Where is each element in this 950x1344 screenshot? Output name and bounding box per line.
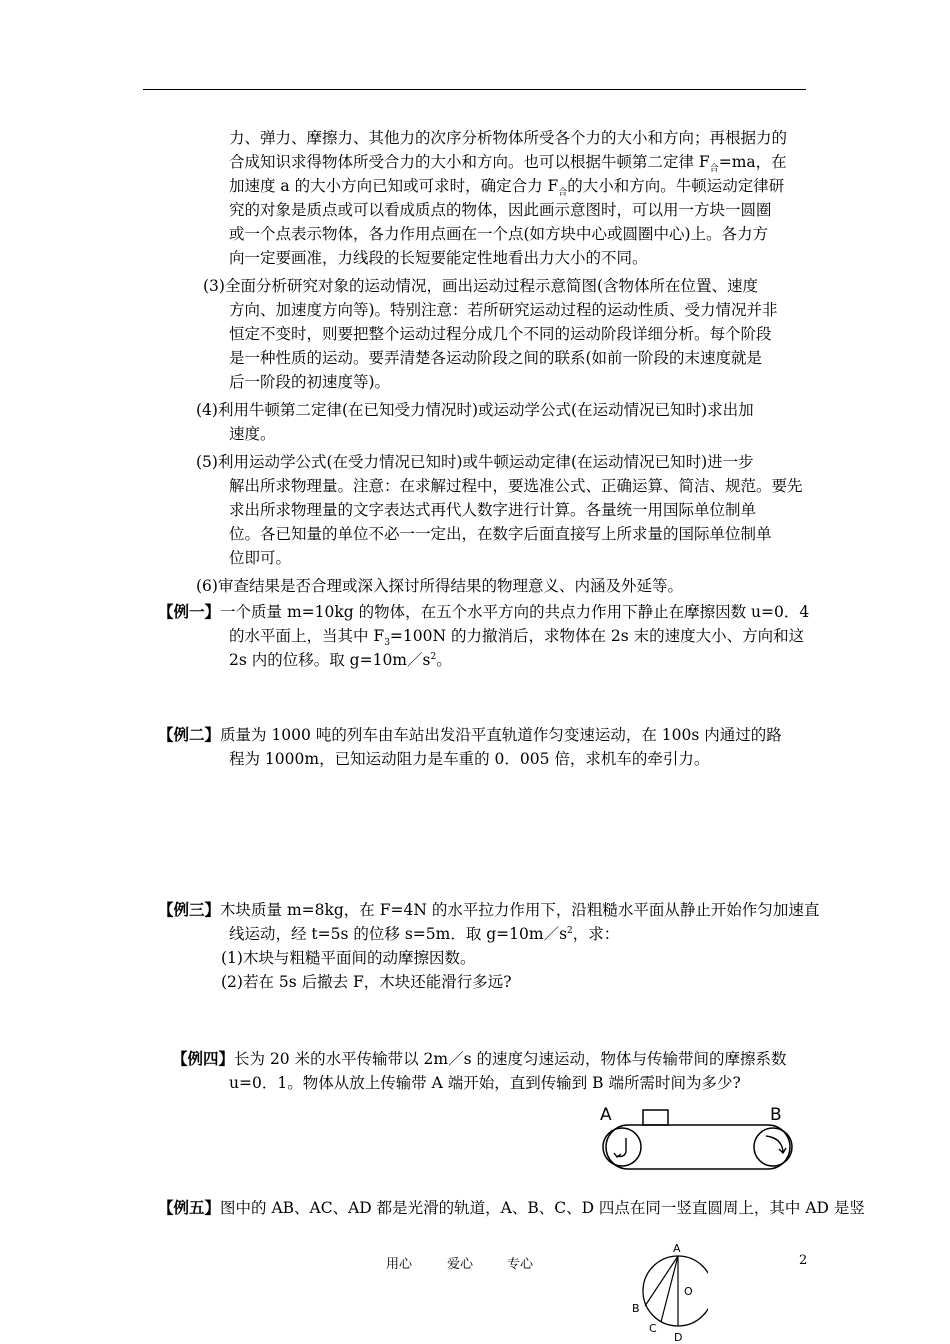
example3-tag: 【例三】 [158,900,221,919]
step3-line2: 方向、加速度方向等)。特别注意：若所研究运动过程的运动性质、受力情况并非 [229,301,778,319]
step2-line1: 力、弹力、摩擦力、其他力的次序分析物体所受各个力的大小和方向；再根据力的 [229,129,788,147]
right-pulley [754,1128,792,1166]
step3-line4: 是一种性质的运动。要弄清楚各运动阶段之间的联系(如前一阶段的末速度就是 [229,349,763,367]
step4-line2: 速度。 [229,425,276,443]
example3-line1: 【例三】木块质量 m=8kg，在 F=4N 的水平拉力作用下，沿粗糙水平面从静止开始作匀加速直 [158,900,820,919]
label-b: B [770,1105,782,1125]
example2-tag: 【例二】 [158,725,221,744]
footer-motto-3: 专心 [507,1257,534,1272]
step2-line4: 究的对象是质点或可以看成质点的物体，因此画示意图时，可以用一方块一圆圈 [229,201,772,219]
example4-tag: 【例四】 [172,1049,235,1068]
point-a-label: A [673,1242,681,1255]
left-pulley [603,1128,641,1166]
step4-line1: (4)利用牛顿第二定律(在已知受力情况时)或运动学公式(在运动情况已知时)求出加 [196,401,754,419]
example4-line2: u=0．1。物体从放上传输带 A 端开始，直到传输到 B 端所需时间为多少? [229,1074,741,1092]
step5-line2: 解出所求物理量。注意：在求解过程中，要选准公式、正确运算、简洁、规范。要先 [229,477,803,495]
header-rule [143,89,806,90]
conveyor-belt-diagram [590,1100,805,1180]
example2-line2: 程为 1000m，已知运动阻力是车重的 0．005 倍，求机车的牵引力。 [229,750,710,768]
footer-motto-2: 爱心 [447,1257,474,1272]
point-d-label: D [674,1331,683,1344]
step5-line3: 求出所求物理量的文字表达式再代人数字进行计算。各量统一用国际单位制单 [229,501,757,519]
step2-line2: 合成知识求得物体所受合力的大小和方向。也可以根据牛顿第二定律 $F_合=ma$，在 [229,153,787,175]
step3-line3: 恒定不变时，则要把整个运动过程分成几个不同的运动阶段详细分析。每个阶段 [229,325,772,343]
right-rotation-arrow-icon [766,1136,786,1153]
block-on-belt [643,1110,668,1125]
example2-line1: 【例二】质量为 1000 吨的列车由车站出发沿平直轨道作匀变速运动，在 100s 内通过的路 [158,725,782,744]
circle-tracks-diagram [628,1238,708,1344]
track-ac [661,1256,678,1322]
step3-line5: 后一阶段的初速度等)。 [229,373,391,391]
footer-motto-1: 用心 [386,1257,413,1272]
step5-line4: 位。各已知量的单位不必一一定出，在数字后面直接写上所求量的国际单位制单 [229,525,772,543]
step2-line3: 加速度 a 的大小方向已知或可求时，确定合力 $F_合$的大小和方向。牛顿运动定律研 [229,177,785,199]
belt-left-end [606,1125,628,1169]
page-number: 2 [799,1253,808,1268]
example1-tag: 【例一】 [158,602,221,621]
left-rotation-arrow-icon [614,1138,626,1157]
example1-line3: 2s 内的位移。取 $g=10m/s^2$。 [229,651,452,669]
example5-line1: 【例五】图中的 AB、AC、AD 都是光滑的轨道，A、B、C、D 四点在同一竖直圆周上，其中 AD 是竖 [158,1198,865,1217]
step2-line5: 或一个点表示物体，各力作用点画在一个点(如方块中心或圆圈中心)上。各力方 [229,225,769,243]
example1-line2: 的水平面上，当其中 $F_3=100N$ 的力撤消后，求物体在 2s 末的速度大小、方向和这 [229,627,805,649]
example3-question2: (2)若在 5s 后撤去 F，木块还能滑行多远? [221,973,512,991]
label-a: A [600,1105,612,1125]
point-b-label: B [632,1302,640,1315]
step3-line1: (3)全面分析研究对象的运动情况，画出运动过程示意简图(含物体所在位置、速度 [203,277,759,295]
example4-line1: 【例四】长为 20 米的水平传输带以 2m／s 的速度匀速运动，物体与传输带间的摩擦系数 [172,1049,787,1068]
track-ab [645,1256,678,1306]
example1-line1: 【例一】一个质量 m=10kg 的物体，在五个水平方向的共点力作用下静止在摩擦因数 u=0．4 [158,602,810,621]
example5-tag: 【例五】 [158,1198,221,1217]
point-c-label: C [649,1322,657,1335]
example3-question1: (1)木块与粗糙平面间的动摩擦因数。 [221,949,476,967]
step6-line1: (6)审查结果是否合理或深入探讨所得结果的物理意义、内涵及外延等。 [196,577,683,595]
step2-line6: 向一定要画准，力线段的长短要能定性地看出力大小的不同。 [229,249,648,267]
center-o-label: O [684,1285,693,1298]
example3-line2: 线运动，经 t=5s 的位移 s=5m．取 $g=10m/s^2$，求： [229,925,620,943]
step5-line5: 位即可。 [229,549,292,567]
belt-right-end [768,1125,790,1169]
step5-line1: (5)利用运动学公式(在受力情况已知时)或牛顿运动定律(在运动情况已知时)进一步 [196,453,754,471]
